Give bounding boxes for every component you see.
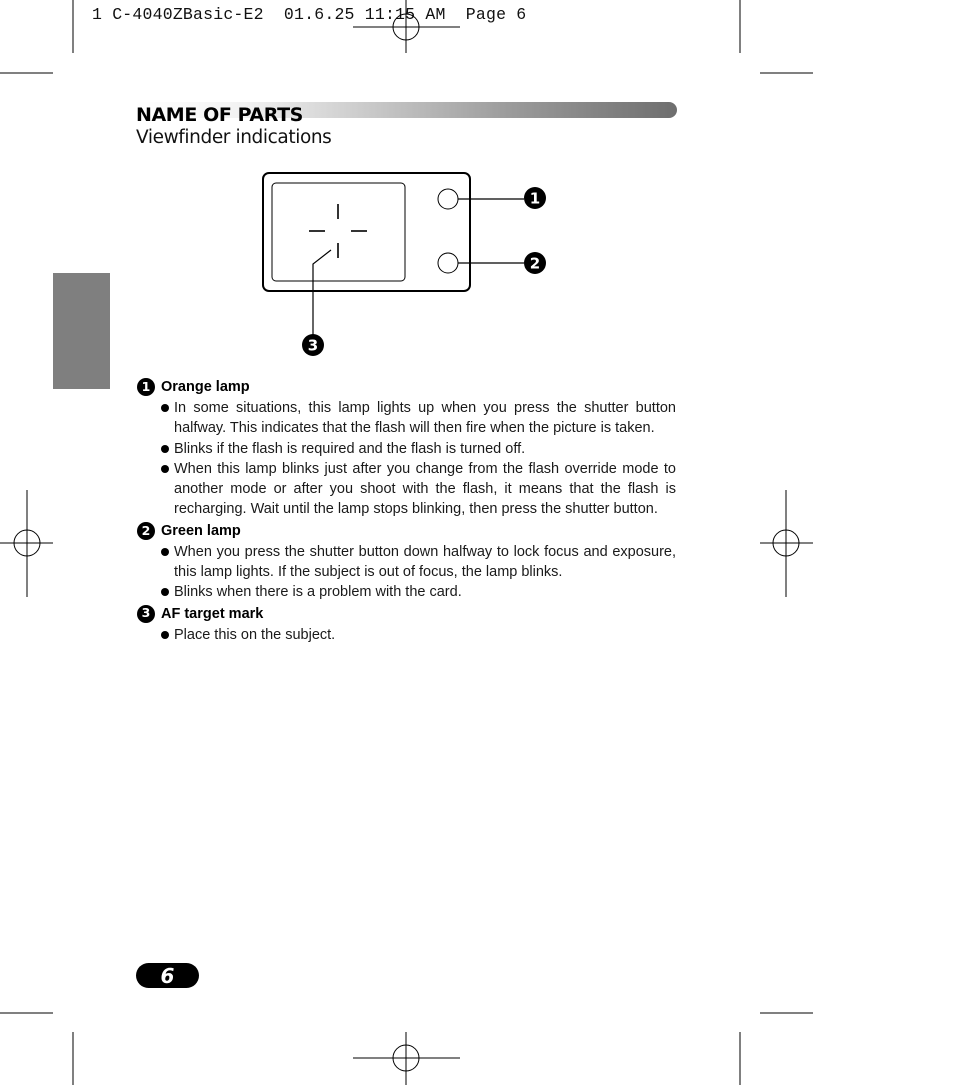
bullet-list: [160, 398, 676, 520]
callout-number-1: 1: [529, 189, 541, 208]
section-title: AF target mark: [161, 605, 264, 622]
page-title: NAME OF PARTS: [136, 104, 303, 126]
page-number: 6: [160, 963, 175, 988]
viewfinder-screen: [272, 183, 405, 281]
number-badge: 1: [137, 378, 155, 396]
callout-number-3: 3: [307, 336, 319, 355]
callout-badge-2: [524, 252, 546, 274]
section-green-lamp: [137, 522, 676, 603]
list-item: Place this on the subject.: [160, 625, 676, 645]
callout-badge-3: [302, 334, 324, 356]
list-item: In some situations, this lamp lights up when you press the shutter button halfway. This indicates that the flash will then fire when the picture is taken.: [160, 398, 676, 439]
green-lamp: [438, 253, 458, 273]
orange-lamp: [438, 189, 458, 209]
list-item: Blinks if the flash is required and the flash is turned off.: [160, 439, 676, 459]
section-title: Green lamp: [161, 522, 241, 539]
list-item: When you press the shutter button down halfway to lock focus and exposure, this lamp lights. If the subject is out of focus, the lamp blinks.: [160, 542, 676, 583]
bullet-list: [160, 625, 676, 645]
callout-badge-1: [524, 187, 546, 209]
viewfinder-frame: [263, 173, 470, 291]
section-heading: [137, 522, 676, 540]
bullet-list: [160, 542, 676, 603]
section-af-target-mark: [137, 605, 676, 645]
leader-line-3: [313, 250, 331, 336]
section-heading: [137, 605, 676, 623]
section-heading: [137, 378, 676, 396]
print-header: 1 C-4040ZBasic-E2 01.6.25 11:15 AM Page 6: [92, 5, 527, 24]
number-badge: 2: [137, 522, 155, 540]
section-title: Orange lamp: [161, 379, 250, 395]
list-item: Blinks when there is a problem with the card.: [160, 582, 676, 602]
af-target-mark: [309, 204, 367, 258]
list-item: When this lamp blinks just after you change from the flash override mode to another mode or after you shoot with the flash, it means that the flash is recharging. Wait until the lamp stops blinking, then press the shutter button.: [160, 459, 676, 520]
page-subtitle: Viewfinder indications: [136, 127, 332, 148]
parts-descriptions: [137, 378, 676, 647]
callout-number-2: 2: [529, 254, 541, 273]
number-badge: 3: [137, 605, 155, 623]
section-orange-lamp: [137, 378, 676, 520]
